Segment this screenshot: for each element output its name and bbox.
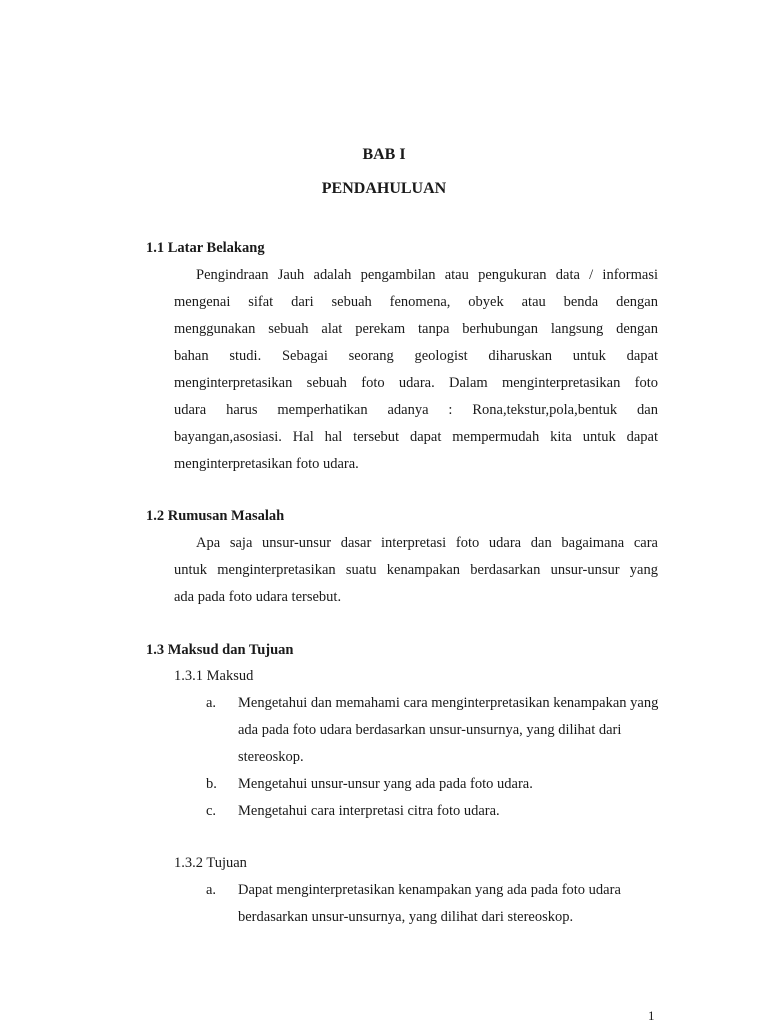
list-item: [206, 877, 660, 931]
list-marker: c.: [206, 803, 217, 819]
section-heading-latar-belakang: 1.1 Latar Belakang: [146, 240, 265, 256]
chapter-label: BAB I: [362, 146, 406, 163]
paragraph-line: udara harus memperhatikan adanya : Rona,tekstur,pola,bentuk dan: [174, 402, 658, 418]
paragraph-line: ada pada foto udara tersebut.: [174, 589, 342, 605]
list-marker: b.: [206, 776, 217, 792]
list-text: Mengetahui dan memahami cara menginterpretasikan kenampakan yang ada pada foto udara berdasarkan unsur-unsurnya, yang dilihat dari stereoskop.: [238, 695, 659, 765]
list-text: Mengetahui unsur-unsur yang ada pada foto udara.: [238, 776, 533, 792]
paragraph-rumusan-masalah: [174, 530, 658, 611]
list-marker: a.: [206, 695, 217, 711]
list-marker: a.: [206, 882, 217, 898]
subsection-tujuan: 1.3.2 Tujuan: [174, 855, 247, 871]
tujuan-list: [206, 877, 660, 931]
paragraph-line: bahan studi. Sebagai seorang geologist diharuskan untuk dapat: [174, 348, 658, 364]
list-text: Dapat menginterpretasikan kenampakan yang ada pada foto udara berdasarkan unsur-unsurnya, yang dilihat dari stereoskop.: [238, 882, 621, 925]
paragraph-line: menginterpretasikan sebuah foto udara. Dalam menginterpretasikan foto: [174, 375, 658, 391]
list-item: [206, 798, 660, 825]
paragraph-line: Pengindraan Jauh adalah pengambilan atau pengukuran data / informasi: [196, 267, 658, 283]
list-item: [206, 690, 660, 771]
maksud-list: [206, 690, 660, 825]
paragraph-line: menggunakan sebuah alat perekam tanpa berhubungan langsung dengan: [174, 321, 658, 337]
list-item: [206, 771, 660, 798]
page-number: 1: [648, 1008, 655, 1023]
list-text: Mengetahui cara interpretasi citra foto udara.: [238, 803, 500, 819]
subsection-maksud: 1.3.1 Maksud: [174, 668, 254, 684]
paragraph-line: untuk menginterpretasikan suatu kenampakan berdasarkan unsur-unsur yang: [174, 562, 658, 578]
paragraph-line: Apa saja unsur-unsur dasar interpretasi foto udara dan bagaimana cara: [196, 535, 658, 551]
paragraph-latar-belakang: [174, 262, 658, 478]
chapter-title: PENDAHULUAN: [321, 180, 447, 197]
section-heading-maksud-tujuan: 1.3 Maksud dan Tujuan: [146, 642, 294, 658]
paragraph-line: menginterpretasikan foto udara.: [174, 456, 359, 472]
paragraph-line: mengenai sifat dari sebuah fenomena, obyek atau benda dengan: [174, 294, 658, 310]
paragraph-line: bayangan,asosiasi. Hal hal tersebut dapat mempermudah kita untuk dapat: [174, 429, 658, 445]
section-heading-rumusan-masalah: 1.2 Rumusan Masalah: [146, 508, 285, 524]
